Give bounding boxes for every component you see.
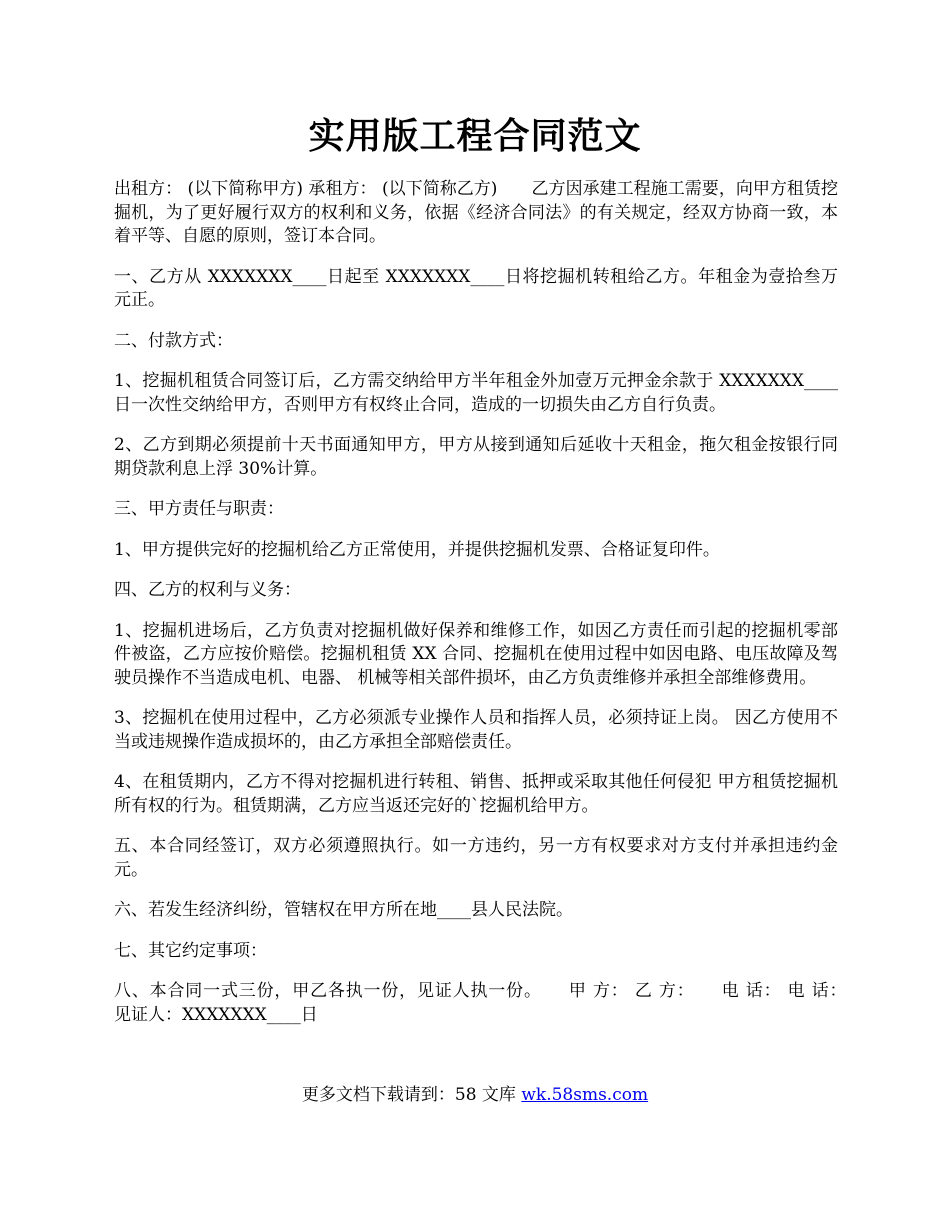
footer-text: 更多文档下载请到：58 文库 — [301, 1085, 522, 1105]
document-body — [114, 178, 872, 1044]
paragraph-clause-5: 五、本合同经签订，双方必须遵照执行。如一方违约，另一方有权要求对方支付并承担违约金 元。 — [114, 836, 838, 880]
paragraph-clause-6: 六、若发生经济纠纷，管辖权在甲方所在地____县人民法院。 — [114, 900, 573, 920]
paragraph-clause-8: 八、本合同一式三份，甲乙各执一份，见证人执一份。 甲 方： 乙 方： 电 话： 电 话： 见证人：XXXXXXX____日 — [114, 981, 872, 1025]
paragraph-clause-4-item-4: 4、在租赁期内，乙方不得对挖掘机进行转租、销售、抵押或采取其他任何侵犯 甲方租赁挖掘机所有权的行为。租赁期满，乙方应当返还完好的`挖掘机给甲方。 — [114, 772, 838, 816]
footer-link[interactable]: wk.58sms.com — [521, 1085, 649, 1105]
paragraph-parties: 出租方： (以下简称甲方) 承租方： (以下简称乙方) 乙方因承建工程施工需要，向甲方租赁挖掘机，为了更好履行双方的权利和义务，依据《经济合同法》的有关规定，经双方协商一致，本着平等、自愿的原则，签订本合同。 — [114, 179, 838, 246]
paragraph-clause-4-item-3: 3、挖掘机在使用过程中，乙方必须派专业操作人员和指挥人员，必须持证上岗。 因乙方使用不当或违规操作造成损坏的，由乙方承担全部赔偿责任。 — [114, 708, 838, 752]
page-footer — [0, 1083, 950, 1107]
paragraph-clause-2-heading: 二、付款方式： — [114, 330, 233, 351]
document-title: 实用版工程合同范文 — [308, 115, 642, 157]
paragraph-clause-2-item-2: 2、乙方到期必须提前十天书面通知甲方，甲方从接到通知后延收十天租金，拖欠租金按银行同期贷款利息上浮 30%计算。 — [114, 435, 838, 479]
paragraph-clause-3-heading: 三、甲方责任与职责： — [114, 499, 284, 519]
paragraph-clause-4-heading: 四、乙方的权利与义务： — [114, 580, 301, 600]
paragraph-clause-1: 一、乙方从 XXXXXXX____日起至 XXXXXXX____日将挖掘机转租给乙方。年租金为壹拾叁万元正。 — [114, 266, 838, 310]
paragraph-clause-2-item-1: 1、挖掘机租赁合同签订后，乙方需交纳给甲方半年租金外加壹万元押金余款于 XXXXXXX____日一次性交纳给甲方，否则甲方有权终止合同，造成的一切损失由乙方自行负责。 — [114, 371, 838, 415]
paragraph-clause-7: 七、其它约定事项： — [114, 940, 267, 961]
paragraph-clause-3-item-1: 1、甲方提供完好的挖掘机给乙方正常使用，并提供挖掘机发票、合格证复印件。 — [114, 539, 720, 560]
paragraph-clause-4-item-1: 1、挖掘机进场后，乙方负责对挖掘机做好保养和维修工作，如因乙方责任而引起的挖掘机零部件被盗，乙方应按价赔偿。挖掘机租赁 XX 合同、挖掘机在使用过程中如因电路、电压故障及驾驶员操作不当造成电机、电器、 机械等相关部件损坏，由乙方负责维修并承担全部维修费用。 — [114, 620, 838, 688]
